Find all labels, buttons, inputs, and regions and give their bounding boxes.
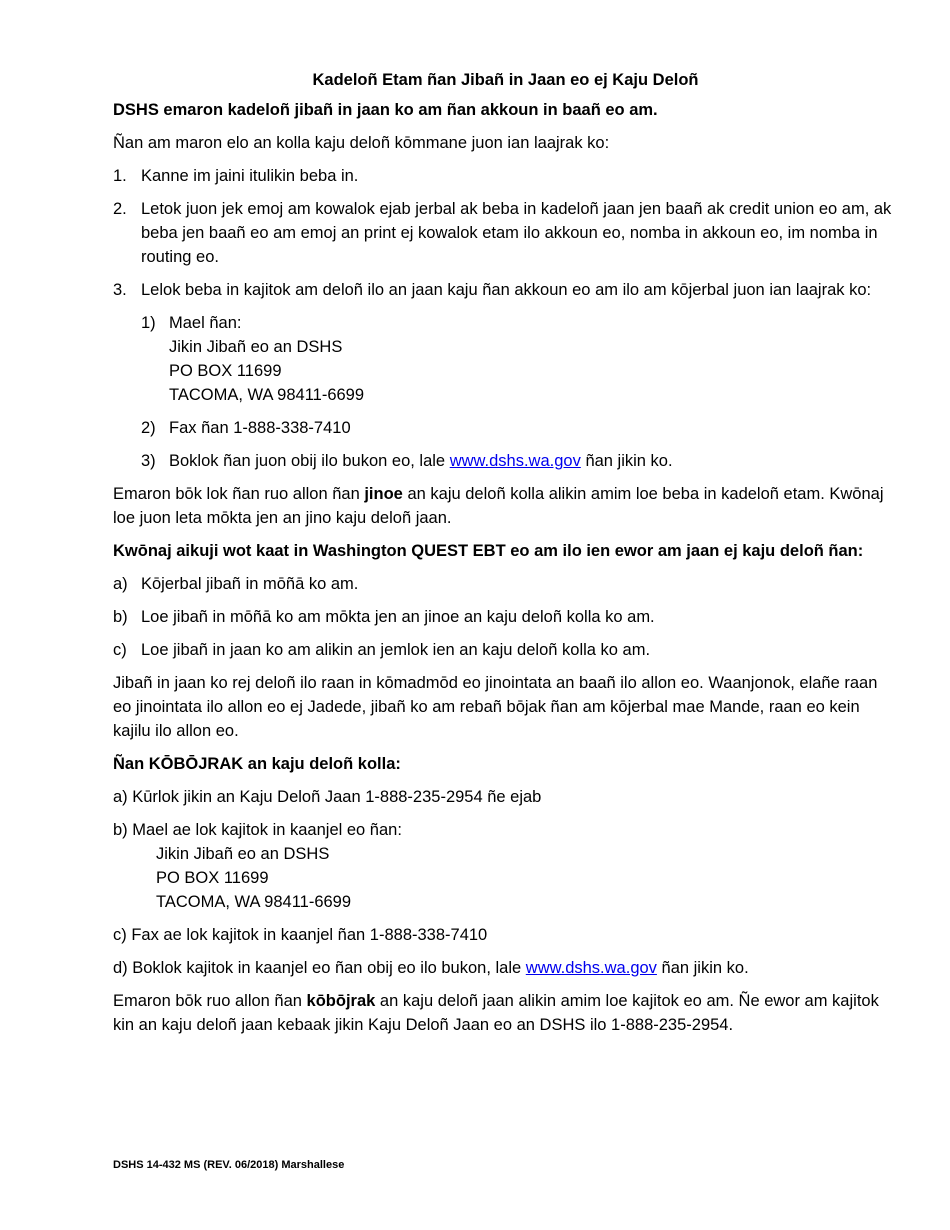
emphasis-jinoe: jinoe [364, 485, 403, 503]
page-title: Kadeloñ Etam ñan Jibañ in Jaan eo ej Kaju Deloñ [312, 71, 699, 89]
stop-upload-text: d) Boklok kajitok in kaanjel eo ñan obij eo ilo bukon, lale [113, 959, 522, 977]
step-item [113, 197, 898, 269]
intro-text: Ñan am maron elo an kolla kaju deloñ kōmmane juon ian laajrak ko: [113, 134, 610, 152]
stop-mail-address-line: TACOMA, WA 98411-6699 [156, 893, 352, 911]
ebt-item [113, 572, 898, 596]
stop-item-fax: c) Fax ae lok kajitok in kaanjel ñan 1-888-338-7410 [113, 926, 488, 944]
step-text: Lelok beba in kajitok am deloñ ilo an jaan kaju ñan akkoun eo am ilo am kōjerbal juon ian laajrak ko: [141, 281, 872, 299]
stop-mail-address-line: PO BOX 11699 [156, 869, 269, 887]
stop-heading: Ñan KŌBŌJRAK an kaju deloñ kolla: [113, 755, 401, 773]
step-item [113, 278, 898, 473]
step-number: 2. [113, 200, 127, 218]
mail-address-line: PO BOX 11699 [169, 362, 282, 380]
submit-option-mail [141, 311, 898, 407]
stop-item-call: a) Kūrlok jikin an Kaju Deloñ Jaan 1-888-235-2954 ñe ejab [113, 788, 542, 806]
submit-options-list [141, 311, 898, 473]
stop-mail-address-line: Jikin Jibañ eo an DSHS [156, 845, 330, 863]
mail-address-line: TACOMA, WA 98411-6699 [169, 386, 365, 404]
upload-text: Boklok ñan juon obij ilo bukon eo, lale [169, 452, 446, 470]
step-text: Kanne im jaini itulikin beba in. [141, 167, 359, 185]
dshs-website-link[interactable]: www.dshs.wa.gov [525, 959, 657, 977]
item-letter: b) [113, 608, 128, 626]
steps-list [113, 164, 898, 473]
item-letter: c) [113, 641, 127, 659]
option-number: 3) [141, 452, 156, 470]
step-item [113, 164, 898, 188]
stop-timing-paragraph [113, 989, 898, 1037]
ebt-item-text: Loe jibañ in jaan ko am alikin an jemlok ien an kaju deloñ kolla ko am. [141, 641, 651, 659]
step-text: Letok juon jek emoj am kowalok ejab jerbal ak beba in kadeloñ jaan jen baañ ak credit union eo am, ak beba jen baañ eo am emoj an print ej kowalok etam ilo akkoun eo, nomba in akkoun eo, im nomba in routing eo. [141, 200, 892, 266]
text-segment: Emaron bōk ruo allon ñan [113, 992, 302, 1010]
stop-list [113, 785, 898, 980]
stop-upload-text-end: ñan jikin ko. [661, 959, 749, 977]
text-segment: Emaron bōk lok ñan ruo allon ñan [113, 485, 360, 503]
ebt-heading: Kwōnaj aikuji wot kaat in Washington QUEST EBT eo am ilo ien ewor am jaan ej kaju deloñ ñan: [113, 542, 864, 560]
ebt-item-text: Kōjerbal jibañ in mōñā ko am. [141, 575, 359, 593]
ebt-item [113, 605, 898, 629]
submit-option-upload [141, 449, 898, 473]
upload-text-end: ñan jikin ko. [585, 452, 673, 470]
deposit-timing-paragraph: Jibañ in jaan ko rej deloñ ilo raan in kōmadmōd eo jinointata an baañ ilo allon eo. Waanjonok, elañe raan eo jinointata ilo allon eo ej Jadede, jibañ ko am rebañ bōjak ñan am kōjerbal mae Mande, raan eo kein kajilu ilo allon eo. [113, 674, 878, 740]
ebt-item-text: Loe jibañ in mōñā ko am mōkta jen an jinoe an kaju deloñ kolla ko am. [141, 608, 655, 626]
submit-option-fax [141, 416, 898, 440]
step-number: 1. [113, 167, 127, 185]
document-body [113, 68, 898, 1046]
option-number: 2) [141, 419, 156, 437]
ebt-item [113, 638, 898, 662]
stop-item-upload [113, 956, 898, 980]
mail-address-line: Jikin Jibañ eo an DSHS [169, 338, 343, 356]
form-footer: DSHS 14-432 MS (REV. 06/2018) Marshallese [113, 1159, 345, 1171]
item-letter: a) [113, 575, 128, 593]
option-number: 1) [141, 314, 156, 332]
mail-label: Mael ñan: [169, 314, 242, 332]
text-segment: an kaju deloñ jaan alikin amim loe kajitok eo am. Ñe ewor am kajitok kin an kaju deloñ jaan kebaak jikin Kaju Deloñ Jaan eo an DSHS ilo 1-888-235-2954. [113, 992, 879, 1034]
fax-text: Fax ñan 1-888-338-7410 [169, 419, 351, 437]
start-timing-paragraph [113, 482, 898, 530]
stop-mail-label: b) Mael ae lok kajitok in kaanjel eo ñan: [113, 821, 402, 839]
dshs-website-link[interactable]: www.dshs.wa.gov [449, 452, 581, 470]
intro-bold: DSHS emaron kadeloñ jibañ in jaan ko am ñan akkoun in baañ eo am. [113, 101, 658, 119]
stop-item-mail [113, 818, 898, 914]
step-number: 3. [113, 281, 127, 299]
ebt-list [113, 572, 898, 662]
emphasis-kobojrak: kōbōjrak [306, 992, 376, 1010]
text-segment: an kaju deloñ kolla alikin amim loe beba in kadeloñ etam. Kwōnaj loe juon leta mōkta jen an jino kaju deloñ jaan. [113, 485, 884, 527]
